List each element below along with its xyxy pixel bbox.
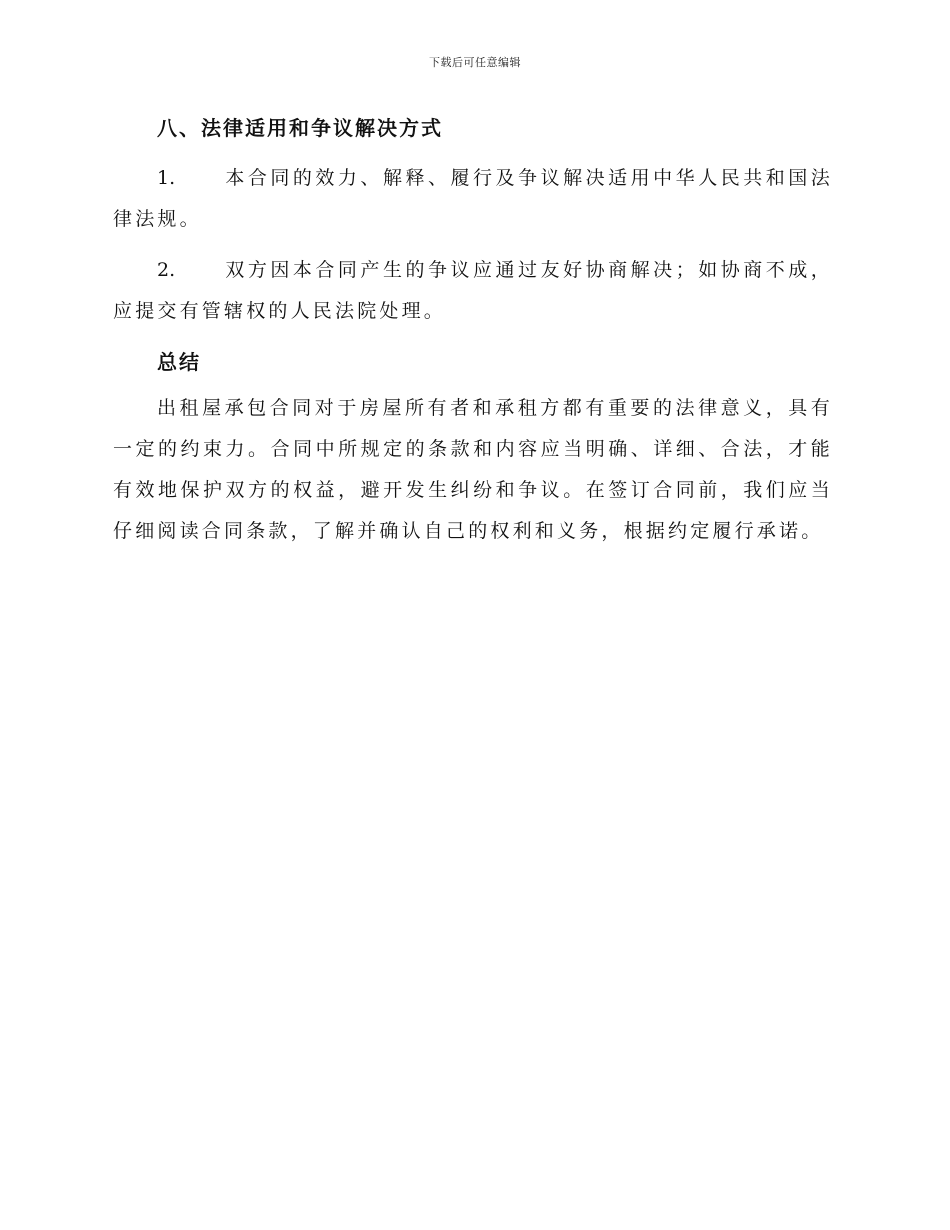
section-heading-summary: 总结 — [157, 350, 201, 374]
clause-number: 1. — [157, 167, 176, 189]
clause-2 — [113, 250, 833, 332]
clause-number: 2. — [157, 259, 176, 281]
summary-paragraph: 出租屋承包合同对于房屋所有者和承租方都有重要的法律意义，具有一定的约束力。合同中所规定的条款和内容应当明确、详细、合法，才能有效地保护双方的权益，避开发生纠纷和争议。在签订合同前，我们应当仔细阅读合同条款，了解并确认自己的权利和义务，根据约定履行承诺。 — [113, 397, 833, 542]
page-header-note: 下载后可任意编辑 — [429, 56, 521, 69]
document-body — [113, 108, 833, 552]
clause-text: 双方因本合同产生的争议应通过友好协商解决；如协商不成，应提交有管辖权的人民法院处理。 — [113, 259, 833, 322]
clause-text: 本合同的效力、解释、履行及争议解决适用中华人民共和国法律法规。 — [113, 167, 833, 230]
section-heading-law-and-disputes: 八、法律适用和争议解决方式 — [157, 116, 443, 140]
clause-1 — [113, 158, 833, 240]
